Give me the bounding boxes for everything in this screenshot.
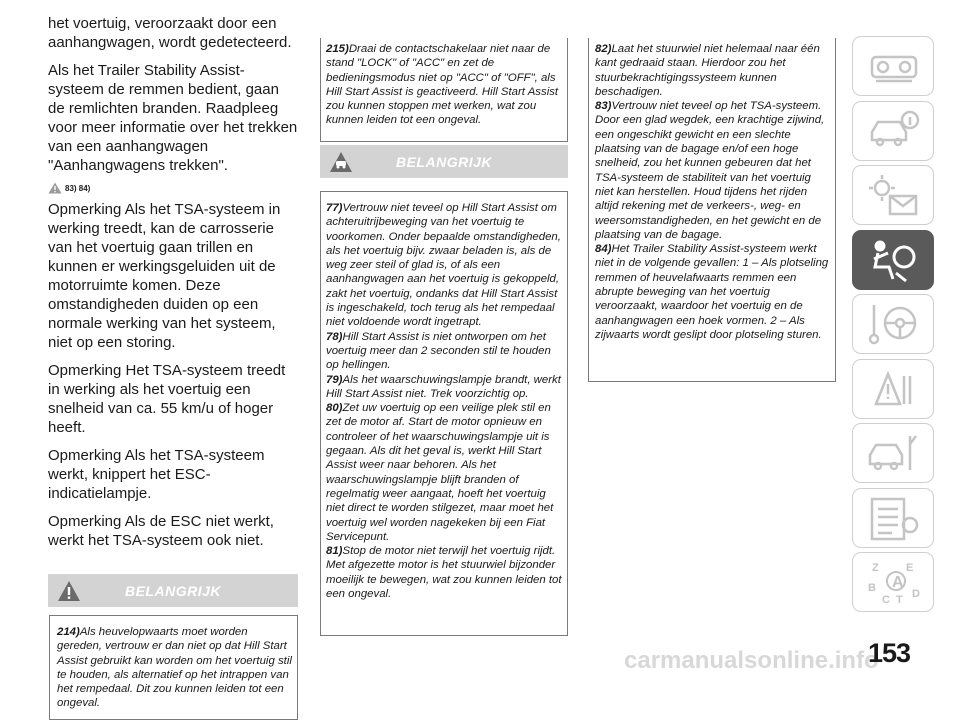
warning-refs: 83) 84) (48, 182, 298, 194)
warning-title: BELANGRIJK (395, 154, 492, 170)
tab-safety[interactable] (852, 230, 934, 290)
page-number: 153 (868, 638, 911, 668)
watermark: carmanualsonline.info (624, 647, 879, 674)
car-info-icon (866, 108, 922, 156)
column-right (588, 38, 836, 382)
warning-text: Draai de contactschakelaar niet naar de stand "LOCK" of "ACC" en zet de bedieningsmodus niet op "ACC" of "OFF", als Hill Start Assist is geactiveerd. Hill Start Assist zou kunnen stoppen met werken, wat zou kunnen leiden tot een ongeval. (326, 43, 559, 127)
small-warning-icon (48, 182, 62, 194)
alphabetical-index-icon (866, 559, 922, 607)
warning-continued-box (320, 38, 568, 142)
svg-text:T: T (896, 594, 903, 606)
warning-box (320, 191, 568, 636)
tab-servicing[interactable] (852, 423, 934, 483)
paragraph: Als het Trailer Stability Assist-systeem de remmen bedient, gaan de remlichten branden. Raadpleeg voor meer informatie over het trekken van een aanhangwagen "Aanhangwagens trekken". (48, 62, 298, 174)
svg-text:E: E (906, 562, 914, 574)
svg-text:Z: Z (872, 562, 879, 574)
warning-number: 214) (57, 626, 80, 638)
svg-text:B: B (868, 582, 876, 594)
svg-text:D: D (912, 588, 920, 600)
tab-index[interactable] (852, 552, 934, 612)
tab-technical-data[interactable] (852, 488, 934, 548)
note: Opmerking Als het TSA-systeem in werking treedt, kan de carrosserie van het voertuig gaan trillen en kunnen er werkingsgeluiden uit de motorruimte komen. Deze omstandigheden duiden op een normale werking van het systeem, niet op een storing. (48, 201, 281, 351)
note: Opmerking Als het TSA-systeem werkt, knippert het ESC-indicatielampje. (48, 447, 265, 502)
warning-item: 78)Hill Start Assist is niet ontworpen om het voertuig meer dan 2 seconden stil te houden op hellingen. (326, 330, 551, 372)
tab-starting-driving[interactable] (852, 294, 934, 354)
warning-item: 82)Laat het stuurwiel niet helemaal naar één kant gedraaid staan. Hierdoor zou het stuurbekrachtigingssysteem kunnen beschadigen. (595, 43, 820, 98)
car-service-tools-icon (866, 430, 922, 478)
warning-item: 79)Als het waarschuwingslampje brandt, werkt Hill Start Assist niet. Trek voorzichtig op. (326, 373, 561, 400)
car-dashboard-icon (866, 43, 922, 91)
note: Opmerking Als de ESC niet werkt, werkt het TSA-systeem ook niet. (48, 513, 274, 549)
note: Opmerking Het TSA-systeem treedt in werking als het voertuig een snelheid van ca. 55 km/u of hoger heeft. (48, 362, 286, 436)
warning-number: 215) (326, 43, 349, 55)
warning-item: 81)Stop de motor niet terwijl het voertuig rijdt. Met afgezette motor is het stuurwiel bijzonder moeilijk te bewegen, wat zou kunnen leiden tot een ongeval. (326, 545, 562, 601)
warning-title: BELANGRIJK (124, 583, 221, 599)
svg-text:C: C (882, 594, 890, 606)
paragraph: het voertuig, veroorzaakt door een aanhangwagen, wordt gedetecteerd. (48, 15, 292, 51)
warning-item: 80)Zet uw voertuig op een veilige plek stil en zet de motor af. Start de motor opnieuw en controleer of het waarschuwingslampje uit is gegaan. Als dit het geval is, werkt Hill Start Assist weer naar behoren. Als het waarschuwingslampje blijft branden of regelmatig weer aangaat, hoeft het voertuig niet direct te worden stilgezet, maar moet het voertuig wel worden nagekeken bij een Fiat Servicepunt. (326, 402, 554, 543)
column-left (48, 14, 298, 720)
seat-airbag-icon (866, 237, 922, 285)
chapter-sidebar (852, 36, 934, 617)
tab-dashboard[interactable] (852, 36, 934, 96)
tab-car-info[interactable] (852, 101, 934, 161)
technical-data-icon (866, 495, 922, 543)
steering-wheel-key-icon (866, 301, 922, 349)
warning-triangle-icon (866, 366, 922, 414)
tab-emergency[interactable] (852, 359, 934, 419)
warning-text: Als heuvelopwaarts moet worden gereden, vertrouw er dan niet op dat Hill Start Assist gebruikt kan worden om het voertuig stil te houden, als alternatief op het intrappen van het rempedaal. Dit zou kunnen leiden tot een ongeval. (57, 626, 292, 710)
warning-item: 77)Vertrouw niet teveel op Hill Start Assist om achteruitrijbeweging van het voertuig te voorkomen. Onder bepaalde omstandigheden, als het voertuig bijv. zwaar beladen is, als de weg zeer steil of glad is, of als een aanhangwagen aan het voertuig is gekoppeld, zakt het voertuig, ondanks dat Hill Start Assist is ingeschakeld, toch terug als het rempedaal niet voldoende wordt ingetrapt. (326, 202, 561, 329)
tab-warning-lights[interactable] (852, 165, 934, 225)
warning-light-message-icon (866, 172, 922, 220)
svg-text:A: A (892, 574, 904, 591)
warning-item: 84)Het Trailer Stability Assist-systeem werkt niet in de volgende gevallen: 1 – Als plotseling remmen of heuvelafwaarts remmen een abrupte beweging van het voertuig veroorzaakt, waardoor het voertuig en de aanhangwagen een hoek vormen. 2 – Als zijwaarts wordt geslipt door plotseling sturen. (595, 243, 829, 341)
warning-box (49, 615, 298, 720)
warning-header (48, 574, 298, 607)
warning-header (320, 145, 568, 178)
warning-item: 83)Vertrouw niet teveel op het TSA-systeem. Door een glad wegdek, een krachtige zijwind, een ongeschikt gewicht en een slechte plaatsing van de bagage en/of een hoge snelheid, zou het kunnen gebeuren dat het TSA-systeem de stabiliteit van het voertuig niet kan herstellen. Houd tijdens het rijden altijd rekening met de verkeers-, weg- en weersomstandigheden, en het gewicht en de plaatsing van de bagage. (595, 100, 825, 241)
